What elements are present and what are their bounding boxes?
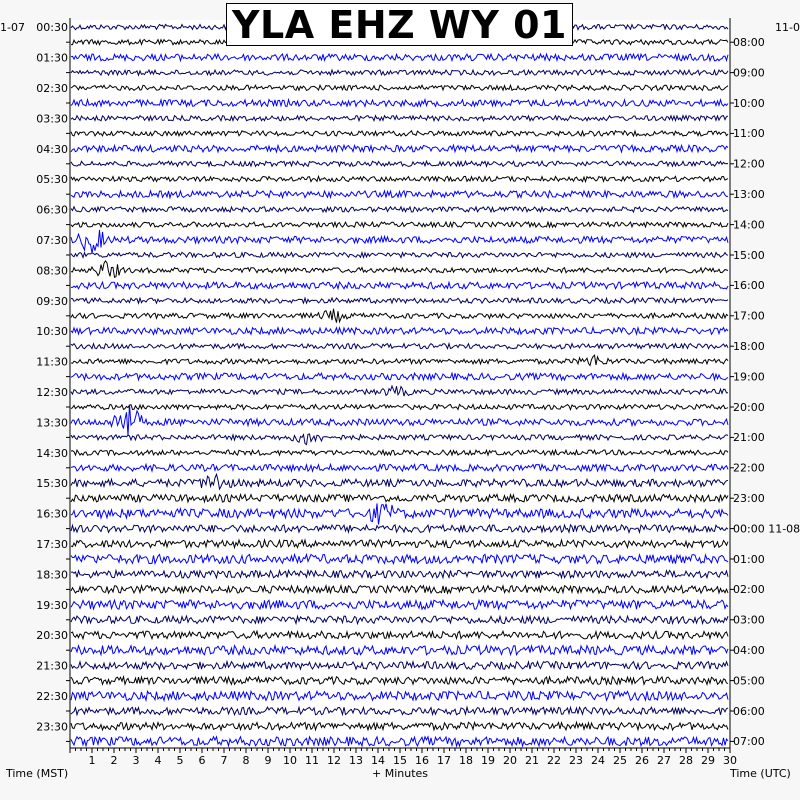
right-time-label: 15:00 (733, 248, 765, 262)
right-time-label: 00:00 11-08 (733, 522, 800, 536)
minute-label: 8 (242, 754, 250, 767)
minute-label: 24 (591, 754, 605, 767)
left-time-label: 16:30 (36, 507, 68, 521)
left-time-label: 08:30 (36, 264, 68, 278)
left-time-label: 03:30 (36, 112, 68, 126)
left-time-label: 11:30 (36, 355, 68, 369)
right-time-label: 08:00 (733, 36, 765, 49)
minute-label: 20 (503, 754, 517, 767)
left-time-label: 19:30 (36, 598, 68, 612)
plot-area (70, 20, 730, 748)
minute-label: 27 (657, 754, 671, 767)
minute-label: 26 (635, 754, 649, 767)
left-time-label: 01:30 (36, 51, 68, 65)
minute-label: 17 (437, 754, 451, 767)
right-time-label: 17:00 (733, 309, 765, 323)
left-time-label: 20:30 (36, 629, 68, 643)
minute-label: 25 (613, 754, 627, 767)
right-date-label: 11-0 (775, 21, 800, 34)
minute-label: 14 (371, 754, 385, 767)
minute-label: 18 (459, 754, 473, 767)
left-time-label: 17:30 (36, 538, 68, 551)
right-time-label: 23:00 (733, 492, 765, 505)
minute-label: 29 (701, 754, 715, 767)
right-time-label: 01:00 (733, 552, 765, 566)
minute-label: 4 (154, 754, 162, 767)
right-time-label: 02:00 (733, 583, 765, 597)
right-time-label: 20:00 (733, 400, 765, 414)
right-time-label: 03:00 (733, 613, 765, 627)
right-time-label: 19:00 (733, 370, 765, 384)
right-time-label: 10:00 (733, 96, 765, 110)
minute-label: 9 (264, 754, 272, 767)
left-time-label: 13:30 (36, 416, 68, 430)
minute-label: 13 (349, 754, 363, 767)
left-date-label: 1-07 (0, 21, 25, 34)
right-axis-title: Time (UTC) (730, 767, 791, 780)
minute-label: 30 (723, 754, 737, 767)
right-time-label: 21:00 (733, 431, 765, 445)
minute-label: 23 (569, 754, 583, 767)
right-time-label: 22:00 (733, 461, 765, 475)
minute-tick-labels (89, 754, 738, 767)
left-time-label: 12:30 (36, 386, 68, 399)
right-time-label: 16:00 (733, 279, 765, 293)
minute-label: 1 (88, 754, 96, 767)
chart-title: YLA EHZ WY 01 (226, 3, 573, 46)
minute-label: 15 (393, 754, 407, 767)
right-time-label: 18:00 (733, 340, 765, 353)
left-time-label: 21:30 (36, 659, 68, 673)
right-time-label: 09:00 (733, 66, 765, 80)
minute-label: 2 (110, 754, 118, 767)
minute-label: 21 (525, 754, 539, 767)
left-axis-title: Time (MST) (6, 767, 69, 780)
right-time-label: 11:00 (733, 127, 765, 141)
right-time-label: 13:00 (733, 188, 765, 201)
left-time-label: 07:30 (36, 234, 68, 247)
left-time-label: 10:30 (36, 325, 68, 339)
minute-label: 6 (198, 754, 206, 767)
minute-label: 11 (305, 754, 319, 767)
minute-label: 28 (679, 754, 693, 767)
left-time-label: 14:30 (36, 446, 68, 460)
left-time-label: 15:30 (36, 477, 68, 491)
x-axis-title: + Minutes (372, 767, 429, 780)
left-time-labels (36, 21, 68, 733)
minute-label: 5 (176, 754, 184, 767)
minute-label: 16 (415, 754, 429, 767)
right-time-label: 05:00 (733, 674, 765, 688)
right-time-label: 14:00 (733, 218, 765, 232)
minute-label: 10 (283, 754, 297, 767)
minute-label: 19 (481, 754, 495, 767)
left-time-label: 18:30 (36, 568, 68, 582)
minute-label: 22 (547, 754, 561, 767)
left-time-label: 06:30 (36, 203, 68, 217)
minute-label: 12 (327, 754, 341, 767)
minute-label: 7 (220, 754, 228, 767)
right-time-labels (733, 36, 800, 748)
right-time-label: 07:00 (733, 735, 765, 749)
left-time-label: 02:30 (36, 82, 68, 95)
left-time-label: 04:30 (36, 142, 68, 156)
right-time-label: 04:00 (733, 644, 765, 657)
right-time-label: 12:00 (733, 157, 765, 171)
left-time-label: 23:30 (36, 720, 68, 734)
left-time-label: 09:30 (36, 294, 68, 308)
left-time-label: 05:30 (36, 173, 68, 187)
left-time-label: 00:30 (36, 21, 68, 35)
left-time-label: 22:30 (36, 690, 68, 703)
right-time-label: 06:00 (733, 704, 765, 718)
minute-label: 3 (132, 754, 140, 767)
